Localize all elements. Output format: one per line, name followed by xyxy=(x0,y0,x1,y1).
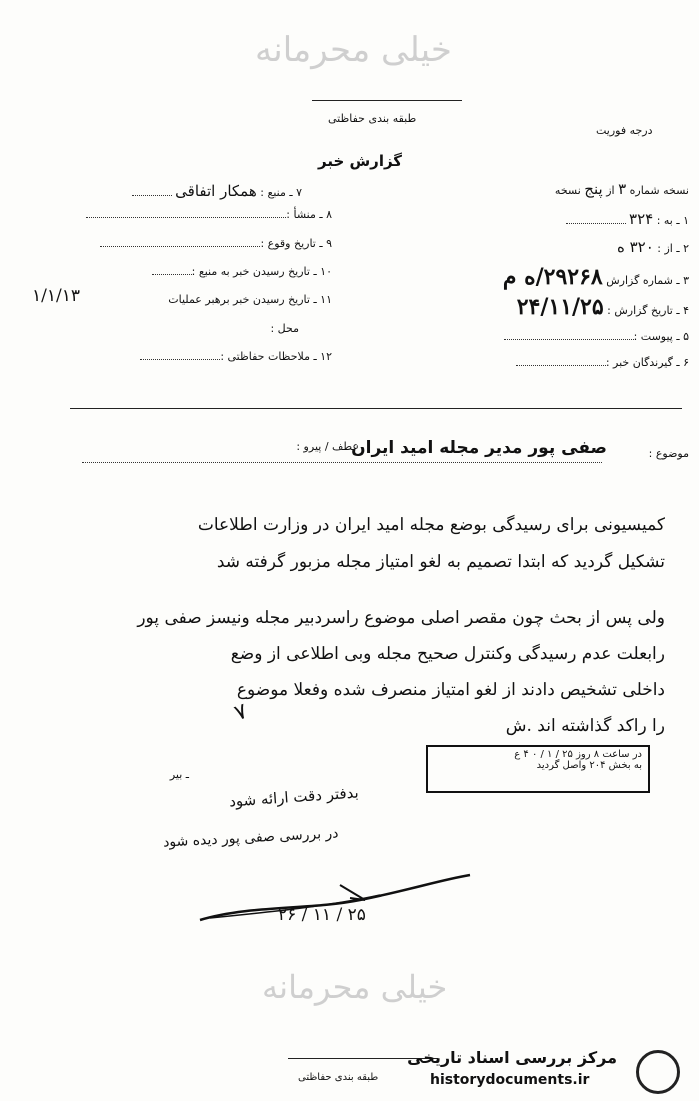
field-report-date: ۴ ـ تاریخ گزارش : ۲۴/۱۱/۲۵ xyxy=(516,294,689,320)
field-event-date: ۹ ـ تاریخ وقوع : xyxy=(100,237,332,250)
classification-label-top: طبقه بندی حفاظتی xyxy=(328,112,417,125)
copy-number-value: ۳ xyxy=(618,180,627,198)
archive-name: مرکز بررسی اسناد تاریخی xyxy=(407,1048,617,1067)
section-separator xyxy=(70,408,682,409)
field-ops-date: ۱۱ ـ تاریخ رسیدن خبر برهبر عملیات xyxy=(168,293,332,306)
field-attachment: ۵ ـ پیوست : xyxy=(504,330,689,343)
field-origin: ۸ ـ منشأ : xyxy=(86,208,332,221)
field-from: ۲ ـ از : ۳۲۰ ه xyxy=(616,238,689,256)
classification-label-bottom: طبقه بندی حفاظتی xyxy=(298,1072,379,1083)
handwritten-note-1: بدفتر دقت ارائه شود xyxy=(228,783,360,811)
bottom-watermark: خیلی محرمانه xyxy=(262,968,448,1006)
archive-logo-icon xyxy=(636,1050,680,1094)
field-place: محل : xyxy=(270,322,299,335)
body-line-3: ولی پس از بحث چون مقصر اصلی موضوع راسردبیر مجله ونیسز صفی پور xyxy=(137,608,665,628)
body-line-1: کمیسیونی برای رسیدگی بوضع مجله امید ایران در وزارت اطلاعات xyxy=(197,515,665,535)
subject-underline xyxy=(82,462,602,463)
report-title: گزارش خبر xyxy=(318,152,403,170)
subject-value: صفی پور مدیر مجله امید ایران xyxy=(351,438,607,458)
report-number-value: ۲۹۲۶۸/ه م xyxy=(502,264,603,290)
subject-category: عطف / پیرو : xyxy=(296,440,359,453)
report-date-value: ۲۴/۱۱/۲۵ xyxy=(516,294,604,320)
field-source-value: همکار اتفاقی xyxy=(175,182,257,200)
top-watermark: خیلی محرمانه xyxy=(255,30,452,70)
field-to-value: ۳۲۴ xyxy=(629,210,654,228)
field-receipt-date: ۱۰ ـ تاریخ رسیدن خبر به منبع : xyxy=(152,265,332,278)
subject-label: موضوع : xyxy=(648,447,689,460)
ops-date-handwritten: ۱/۱/۱۳ xyxy=(32,286,80,306)
classification-rule-top xyxy=(312,100,462,101)
body-line-5: داخلی تشخیص دادند از لغو امتیاز منصرف شده وفعلا موضوع xyxy=(236,680,665,700)
margin-mark: ۷ xyxy=(231,698,251,727)
stamp-line-2: به بخش ۲۰۴ واصل گردید xyxy=(536,760,642,771)
field-recipients: ۶ ـ گیرندگان خبر : xyxy=(516,356,689,369)
field-report-number: ۳ ـ شماره گزارش ۲۹۲۶۸/ه م xyxy=(502,264,689,290)
signature-date: ۲۶ / ۱۱ / ۲۵ xyxy=(278,905,366,925)
field-source: ۷ ـ منبع : همکار اتفاقی xyxy=(132,182,302,200)
body-line-6: را راکد گذاشته اند .ش xyxy=(505,716,665,736)
urgency-label: درجه فوریت xyxy=(596,124,653,137)
field-from-value: ۳۲۰ ه xyxy=(616,238,654,256)
body-line-2: تشکیل گردید که ابتدا تصمیم به لغو امتیاز مجله مزبور گرفته شد xyxy=(216,552,665,572)
stamp-line-1: در ساعت ۸ روز ۲۵ / ۱ / ۰ ۴ ع xyxy=(514,749,642,760)
archive-url: historydocuments.ir xyxy=(430,1072,590,1088)
body-line-4: رابعلت عدم رسیدگی وکنترل صحیح مجله وبی اطلاعی از وضع xyxy=(230,644,665,664)
field-to: ۱ ـ به : ۳۲۴ xyxy=(566,210,689,228)
receipt-stamp xyxy=(426,745,650,793)
copy-total-value: پنج xyxy=(584,180,603,198)
handwritten-note-2: در بررسی صفی پور دیده شود xyxy=(163,825,340,851)
field-copy-number: نسخه شماره ۳ از پنج نسخه xyxy=(554,180,689,198)
signature-title: ـ بیر xyxy=(169,768,189,781)
field-notes: ۱۲ ـ ملاحظات حفاظتی : xyxy=(140,350,332,363)
